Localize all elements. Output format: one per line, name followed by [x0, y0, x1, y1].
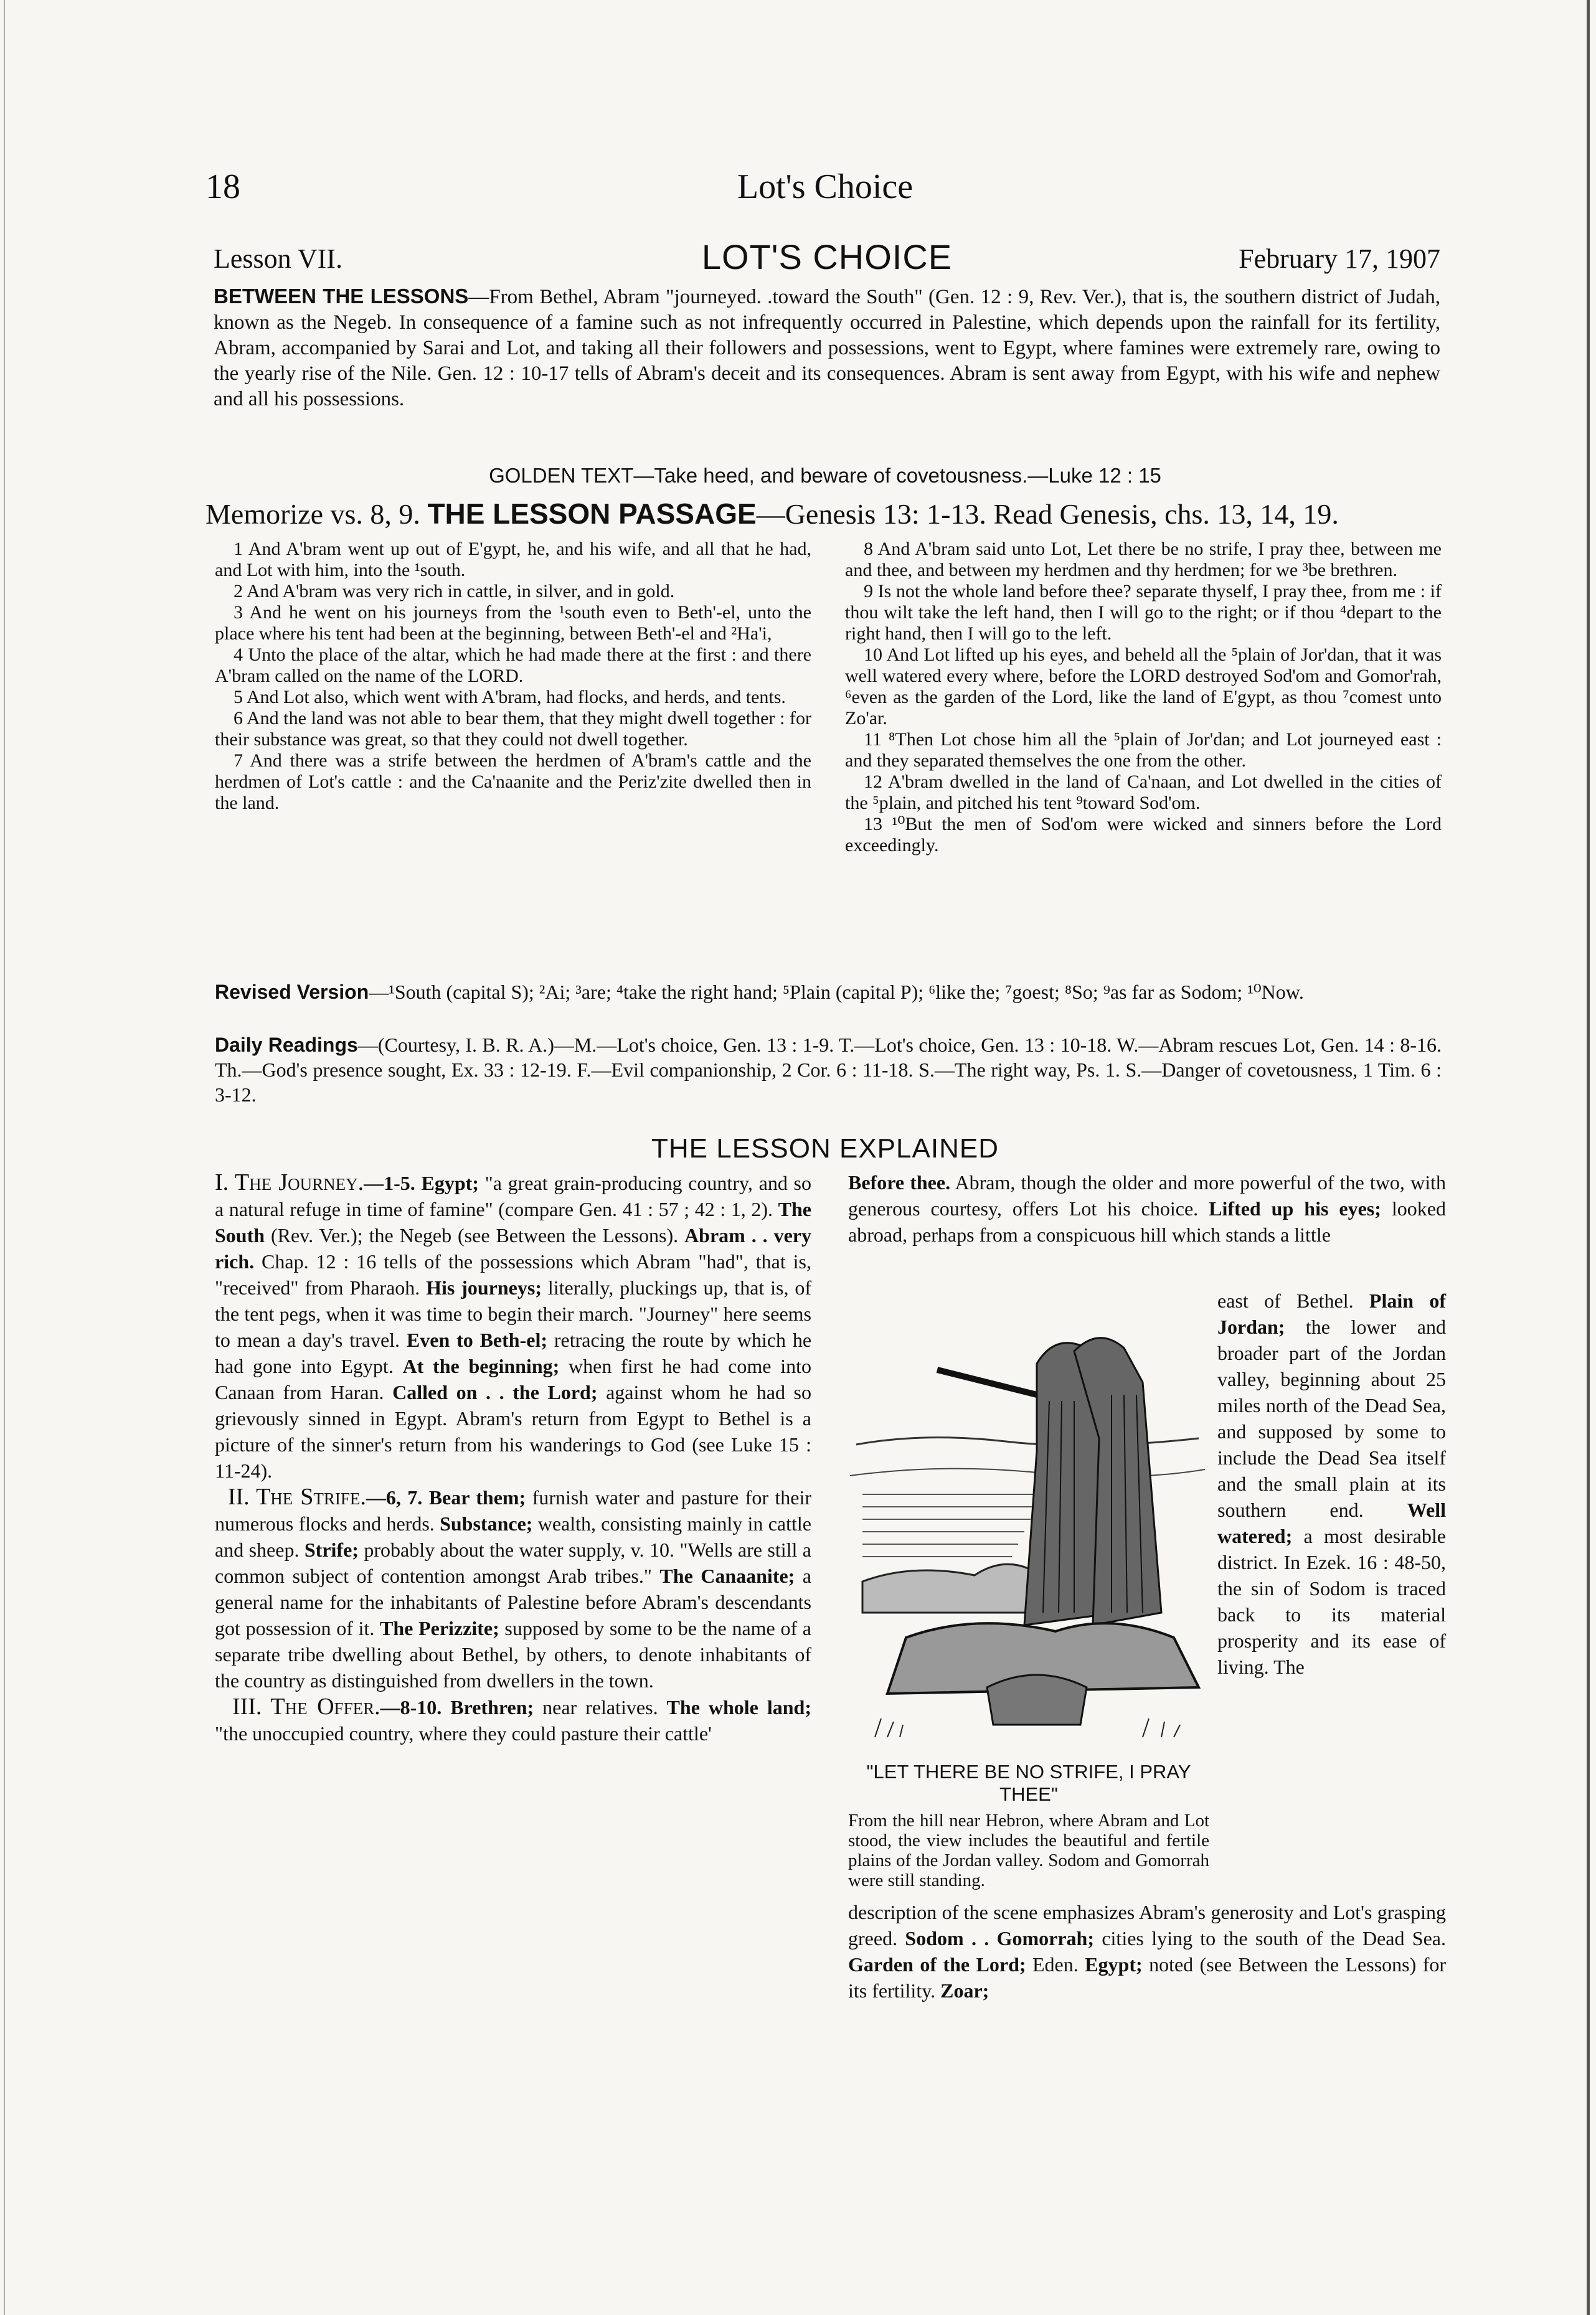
gloss: description of the scene emphasizes Abram's generosity and Lot's grasping greed.: [848, 1901, 1446, 1950]
term: The South: [215, 1198, 811, 1247]
section-numeral: I.: [215, 1169, 229, 1195]
read-note: Read Genesis, chs. 13, 14, 19.: [993, 498, 1339, 530]
verses-left-column: [215, 539, 811, 814]
lesson-title: LOT'S CHOICE: [701, 237, 953, 276]
gloss: noted (see Between the Lessons) for its fertility.: [848, 1953, 1447, 2002]
revised-version-notes: [215, 979, 1442, 1004]
gloss: wealth, consisting mainly in cattle and sheep.: [215, 1512, 812, 1561]
term: Zoar;: [940, 1979, 989, 2002]
between-label: BETWEEN THE LESSONS: [214, 285, 469, 308]
lesson-explained-heading: THE LESSON EXPLAINED: [651, 1133, 999, 1164]
gloss: Eden.: [1026, 1953, 1085, 1976]
verse: 5 And Lot also, which went with A'bram, had flocks, and herds, and tents.: [234, 687, 786, 707]
term: Brethren;: [450, 1696, 534, 1719]
golden-text: GOLDEN TEXT—Take heed, and beware of covetousness.—Luke 12 : 15: [489, 464, 1161, 487]
lesson-date: February 17, 1907: [1239, 243, 1440, 274]
term: Bear them;: [428, 1486, 526, 1509]
verse: 6 And the land was not able to bear them, that they might dwell together : for their substance was great, so that they could not dwell together.: [215, 708, 811, 750]
section-verses: —8-10.: [380, 1696, 442, 1719]
running-title: Lot's Choice: [737, 167, 914, 206]
gloss: probably about the water supply, v. 10. "Wells are still a common subject of contention amongst Arab tribes.": [215, 1539, 812, 1587]
term: The Perizzite;: [380, 1617, 499, 1639]
commentary-column-right-narrow: [1217, 1288, 1446, 1680]
verse: 8 And A'bram said unto Lot, Let there be no strife, I pray thee, between me and thee, and between my herdmen and thy herdmen; for we ³be brethren.: [845, 539, 1442, 580]
term: Before thee.: [848, 1171, 951, 1194]
daily-label: Daily Readings: [215, 1034, 358, 1056]
gloss: a general name for the inhabitants of Palestine before Abram's descendants got possession of it.: [215, 1565, 812, 1639]
gloss: Chap. 12 : 16 tells of the possessions which Abram "had", that is, "received" from Pharaoh.: [215, 1250, 811, 1299]
gloss: (Rev. Ver.); the Negeb (see Between the Lessons).: [265, 1224, 685, 1247]
memorize-note: Memorize vs. 8, 9.: [205, 498, 420, 530]
illustration-caption: "LET THERE BE NO STRIFE, I PRAY THEE": [866, 1761, 1191, 1805]
gloss: near relatives.: [534, 1696, 667, 1719]
term: The whole land;: [666, 1696, 811, 1719]
illustration-abram-and-lot: [850, 1289, 1205, 1762]
term: Sodom . . Gomorrah;: [905, 1927, 1095, 1950]
term: Abram . . very rich.: [215, 1224, 812, 1273]
verse: 9 Is not the whole land before thee? separate thyself, I pray thee, from me : if thou wilt take the left hand, then I will go to the right; or if thou ⁴depart to the right hand, then I will go to the left.: [845, 581, 1442, 644]
term: Strife;: [304, 1539, 359, 1561]
revised-text: —¹South (capital S); ²Ai; ³are; ⁴take the right hand; ⁵Plain (capital P); ⁶like the; ⁷goest; ⁸So; ⁹as far as Sodom; ¹⁰Now.: [369, 981, 1304, 1003]
passage-heading: [205, 497, 1445, 530]
term: Well watered;: [1217, 1499, 1446, 1547]
verse: 11 ⁸Then Lot chose him all the ⁵plain of Jor'dan; and Lot journeyed east : and they separated themselves the one from the other.: [845, 729, 1442, 771]
term: Egypt;: [1085, 1953, 1143, 1976]
lesson-number: Lesson VII.: [214, 243, 342, 274]
passage-reference: —Genesis 13: 1-13.: [756, 498, 986, 530]
term: At the beginning;: [402, 1355, 560, 1377]
scan-edge-left: [4, 0, 5, 2315]
gloss: when first he had come into Canaan from Haran.: [215, 1355, 812, 1403]
gloss: supposed by some to be the name of a separate tribe dwelling about Bethel, by others, to denote inhabitants of the country as distinguished from dwellers in the town.: [215, 1617, 812, 1692]
section-verses: —6, 7.: [366, 1486, 423, 1509]
daily-readings: [215, 1032, 1442, 1107]
lesson-header: [214, 237, 1440, 280]
verse: 1 And A'bram went up out of E'gypt, he, and his wife, and all that he had, and Lot with him, into the ¹south.: [215, 539, 811, 580]
between-the-lessons: [214, 283, 1440, 412]
term: Substance;: [440, 1512, 533, 1535]
gloss: retracing the route by which he had gone into Egypt.: [215, 1329, 812, 1377]
verse: 13 ¹⁰But the men of Sod'om were wicked and sinners before the Lord exceedingly.: [845, 814, 1442, 856]
verse: 12 A'bram dwelled in the land of Ca'naan, and Lot dwelled in the cities of the ⁵plain, and pitched his tent ⁹toward Sod'om.: [845, 771, 1442, 813]
section-heading: The Journey.: [234, 1169, 364, 1195]
commentary-column-right-top: [848, 1169, 1446, 1248]
scan-edge-right: [1587, 0, 1590, 2315]
gloss: against whom he had so grievously sinned in Egypt. Abram's return from Egypt to Bethel is a picture of the sinner's return from his wanderings to God (see Luke 15 : 11-24).: [215, 1381, 812, 1482]
gloss: a most desirable district. In Ezek. 16 : 48-50, the sin of Sodom is traced back to its material prosperity and its ease of living. The: [1217, 1525, 1446, 1678]
term: Lifted up his eyes;: [1209, 1197, 1381, 1220]
verse: 3 And he went on his journeys from the ¹south even to Beth'-el, unto the place where his tent had been at the beginning, between Beth'-el and ²Ha'i,: [215, 602, 811, 644]
between-text: —From Bethel, Abram "journeyed. .toward the South" (Gen. 12 : 9, Rev. Ver.), that is, the southern district of Judah, known as the Negeb. In consequence of a famine such as not infrequently occurred in Palestine, which depends upon the rainfall for its fertility, Abram, accompanied by Sarai and Lot, and taking all their followers and possessions, went to Egypt, where famines were extremely rare, owing to the yearly rise of the Nile. Gen. 12 : 10-17 tells of Abram's deceit and its consequences. Abram is sent away from Egypt, with his wife and nephew and all his possessions.: [214, 286, 1440, 410]
section-heading: The Strife.: [256, 1484, 366, 1510]
gloss: Abram, though the older and more powerful of the two, with generous courtesy, offers Lot his choice.: [848, 1171, 1447, 1220]
term: Plain of Jordan;: [1217, 1290, 1447, 1338]
verses-right-column: [845, 539, 1442, 856]
section-heading: The Offer.: [270, 1694, 380, 1720]
verse: 2 And A'bram was very rich in cattle, in silver, and in gold.: [234, 581, 675, 601]
passage-title: THE LESSON PASSAGE: [427, 497, 757, 530]
verse: 4 Unto the place of the altar, which he had made there at the first : and there A'bram called on the name of the LORD.: [215, 644, 811, 686]
section-numeral: III.: [232, 1694, 262, 1720]
gloss: cities lying to the south of the Dead Sea.: [1094, 1927, 1447, 1950]
verse: 7 And there was a strife between the herdmen of A'bram's cattle and the herdmen of Lot's cattle : and the Ca'naanite and the Periz'zite dwelled then in the land.: [215, 750, 811, 813]
section-verses: —1-5.: [364, 1172, 415, 1194]
gloss: literally, pluckings up, that is, of the tent pegs, when it was time to begin their march. "Journey" here seems to mean a day's travel.: [215, 1276, 811, 1351]
term: His journeys;: [426, 1276, 542, 1299]
commentary-column-right-bottom: [848, 1899, 1446, 2004]
term: Egypt;: [421, 1172, 479, 1194]
gloss: "the unoccupied country, where they could pasture their cattle': [215, 1722, 712, 1745]
term: Even to Beth-el;: [406, 1329, 547, 1351]
gloss: "a great grain-producing country, and so a natural refuge in time of famine" (compare Gen. 41 : 57 ; 42 : 1, 2).: [215, 1172, 812, 1220]
illustration-caption-note: From the hill near Hebron, where Abram and Lot stood, the view includes the beautiful and fertile plains of the Jordan valley. Sodom and Gomorrah were still standing.: [848, 1811, 1209, 1890]
term: Called on . . the Lord;: [392, 1381, 598, 1403]
gloss: the lower and broader part of the Jordan valley, beginning about 25 miles north of the Dead Sea, and supposed by some to include the Dead Sea itself and the small plain at its southern end.: [1217, 1316, 1446, 1521]
commentary-column-left: [215, 1169, 811, 1747]
running-head: [205, 167, 1445, 210]
page-number: 18: [205, 167, 240, 206]
daily-text: —(Courtesy, I. B. R. A.)—M.—Lot's choice, Gen. 13 : 1-9. T.—Lot's choice, Gen. 13 : 10-18. W.—Abram rescues Lot, Gen. 14 : 8-16. Th.—God's presence sought, Ex. 33 : 12-19. F.—Evil companionship, 2 Cor. 6 : 11-18. S.—The right way, Ps. 1. S.—Danger of covetousness, 1 Tim. 6 : 3-12.: [215, 1034, 1442, 1106]
revised-label: Revised Version: [215, 981, 369, 1003]
section-numeral: II.: [227, 1484, 250, 1510]
gloss: furnish water and pasture for their numerous flocks and herds.: [215, 1486, 812, 1535]
term: Garden of the Lord;: [848, 1953, 1026, 1976]
verse: 10 And Lot lifted up his eyes, and beheld all the ⁵plain of Jor'dan, that it was well watered every where, before the LORD destroyed Sod'om and Gomor'rah, ⁶even as the garden of the Lord, like the land of E'gypt, as thou ⁷comest unto Zo'ar.: [845, 644, 1442, 728]
term: The Canaanite;: [659, 1565, 795, 1587]
gloss: east of Bethel.: [1217, 1290, 1369, 1312]
gloss: looked abroad, perhaps from a conspicuous hill which stands a little: [848, 1197, 1447, 1246]
